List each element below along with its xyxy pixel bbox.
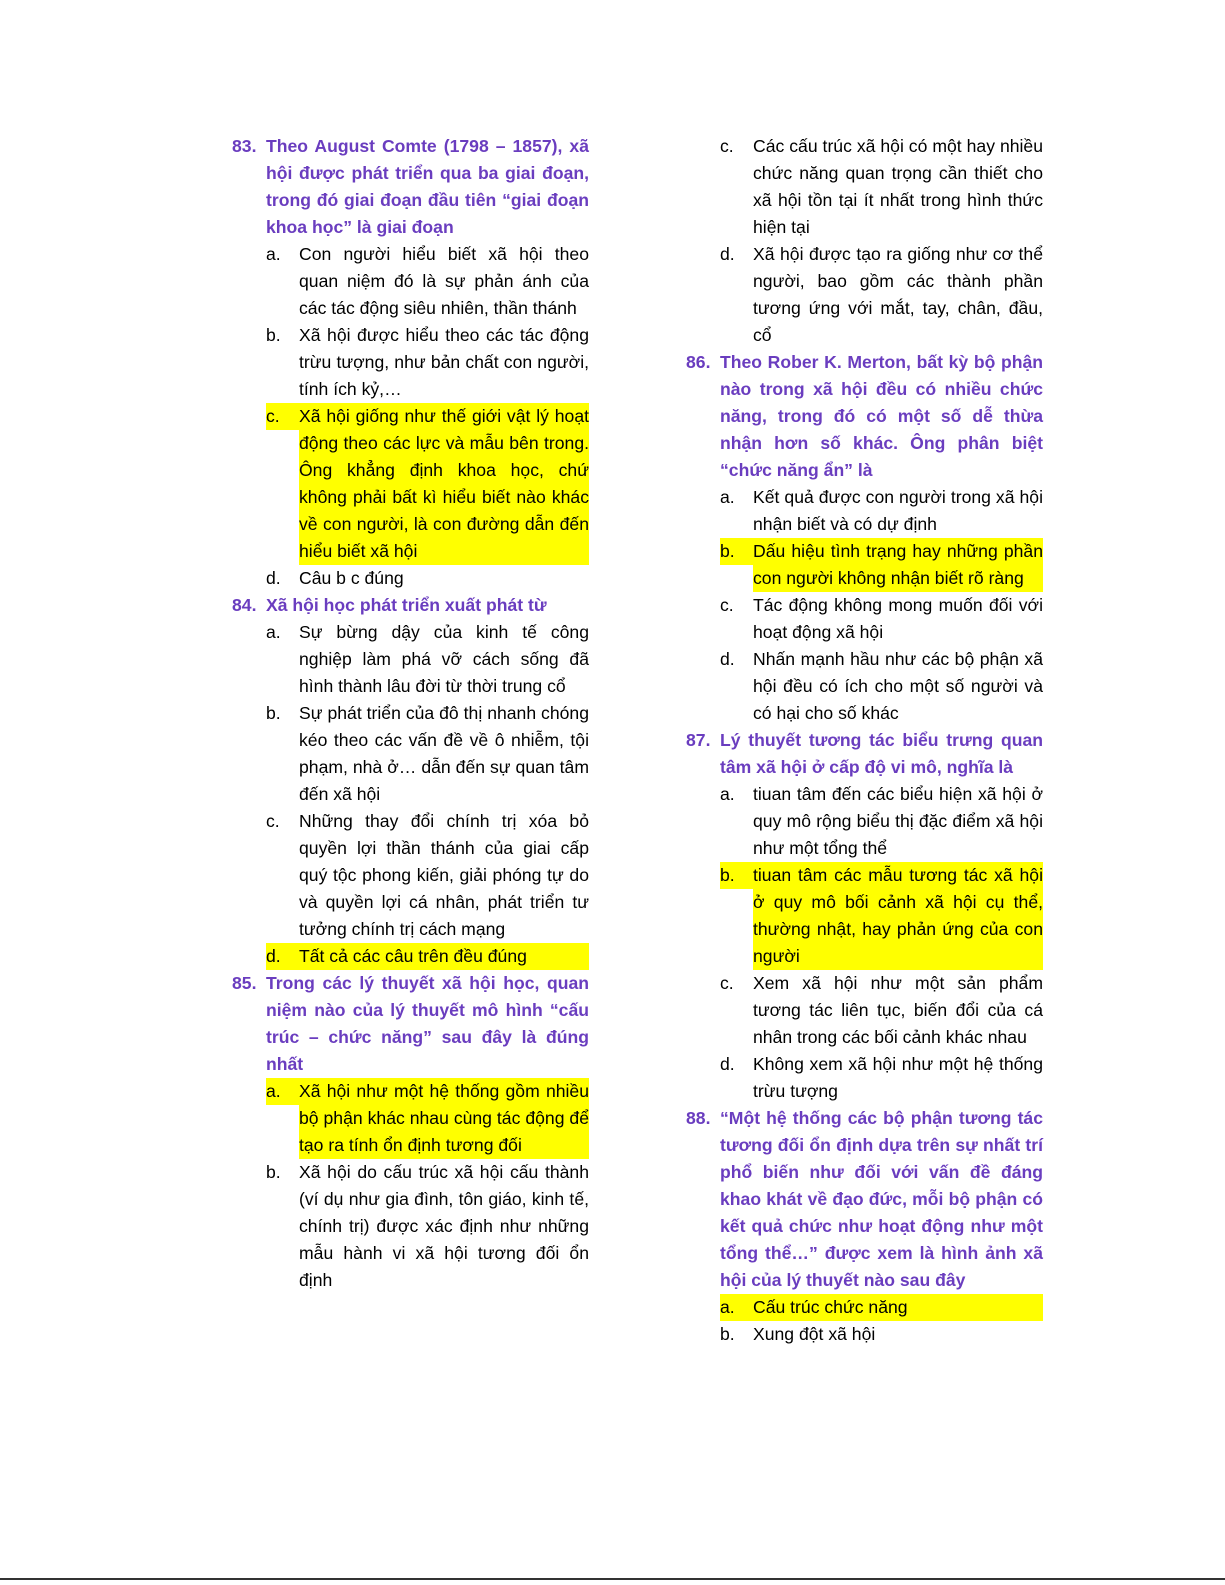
option-letter: d. xyxy=(720,244,735,264)
option-letter: a. xyxy=(720,487,735,507)
option-letter: d. xyxy=(720,1054,735,1074)
option-text: Sự phát triển của đô thị nhanh chóng kéo theo các vấn đề về ô nhiễm, tội phạm, nhà ở… dẫn đến sự quan tâm đến xã hội xyxy=(299,703,589,804)
option-87-a xyxy=(720,781,1043,862)
option-83-d xyxy=(266,565,589,592)
question-text: Theo Rober K. Merton, bất kỳ bộ phận nào trong xã hội đều có nhiều chức năng, trong đó có một số dễ thừa nhận hơn số khác. Ông phân biệt “chức năng ẩn” là xyxy=(720,352,1043,480)
option-text: Tất cả các câu trên đều đúng xyxy=(299,943,589,970)
option-text: Những thay đổi chính trị xóa bỏ quyền lợi thần thánh của giai cấp quý tộc phong kiến, giải phóng tự do và quyền lợi cá nhân, phát triển tư tưởng chính trị cách mạng xyxy=(299,811,589,939)
option-text: Xã hội được hiểu theo các tác động trừu tượng, như bản chất con người, tính ích kỷ,… xyxy=(299,325,589,399)
option-83-c-highlighted xyxy=(266,403,589,565)
option-83-a xyxy=(266,241,589,322)
question-87 xyxy=(686,727,1043,781)
option-84-c xyxy=(266,808,589,943)
option-86-a xyxy=(720,484,1043,538)
option-83-b xyxy=(266,322,589,403)
option-text: Con người hiểu biết xã hội theo quan niệm đó là sự phản ánh của các tác động siêu nhiên, thần thánh xyxy=(299,244,589,318)
page-bottom-divider xyxy=(0,1578,1225,1580)
option-letter: a. xyxy=(266,244,281,264)
question-number: 85. xyxy=(232,973,257,993)
option-letter: b. xyxy=(720,862,753,889)
option-letter: b. xyxy=(266,325,281,345)
option-87-c xyxy=(720,970,1043,1051)
left-column xyxy=(232,133,589,1294)
option-87-b-highlighted xyxy=(720,862,1043,970)
option-letter: b. xyxy=(266,703,281,723)
question-text: Lý thuyết tương tác biểu trưng quan tâm xã hội ở cấp độ vi mô, nghĩa là xyxy=(720,730,1043,777)
option-86-c xyxy=(720,592,1043,646)
option-85-a-highlighted xyxy=(266,1078,589,1159)
option-text: tiuan tâm đến các biểu hiện xã hội ở quy mô rộng biểu thị đặc điểm xã hội như một tổng thể xyxy=(753,784,1043,858)
question-number: 87. xyxy=(686,730,711,750)
question-text: Trong các lý thuyết xã hội học, quan niệm nào của lý thuyết mô hình “cấu trúc – chức năng” sau đây là đúng nhất xyxy=(266,973,589,1074)
option-letter: a. xyxy=(720,1294,753,1321)
question-86 xyxy=(686,349,1043,484)
question-text: Xã hội học phát triển xuất phát từ xyxy=(266,595,547,615)
option-text: Sự bừng dậy của kinh tế công nghiệp làm phá vỡ cách sống đã hình thành lâu đời từ thời trung cổ xyxy=(299,622,589,696)
question-84 xyxy=(232,592,589,619)
option-letter: b. xyxy=(720,538,753,565)
option-letter: a. xyxy=(266,622,281,642)
option-letter: d. xyxy=(266,568,281,588)
question-83 xyxy=(232,133,589,241)
option-85-b xyxy=(266,1159,589,1294)
option-text: Tác động không mong muốn đối với hoạt động xã hội xyxy=(753,595,1043,642)
question-85 xyxy=(232,970,589,1078)
option-87-d xyxy=(720,1051,1043,1105)
question-88 xyxy=(686,1105,1043,1294)
option-text: Câu b c đúng xyxy=(299,568,404,588)
option-letter: c. xyxy=(720,973,734,993)
option-letter: b. xyxy=(266,1162,281,1182)
option-letter: c. xyxy=(720,136,734,156)
option-letter: d. xyxy=(720,649,735,669)
option-text: Dấu hiệu tình trạng hay những phần con người không nhận biết rõ ràng xyxy=(753,538,1043,592)
option-text: tiuan tâm các mẫu tương tác xã hội ở quy mô bối cảnh xã hội cụ thể, thường nhật, hay phản ứng của con người xyxy=(753,862,1043,970)
option-letter: b. xyxy=(720,1324,735,1344)
option-letter: a. xyxy=(720,784,735,804)
option-text: Kết quả được con người trong xã hội nhận biết và có dự định xyxy=(753,487,1043,534)
question-number: 83. xyxy=(232,136,257,156)
option-88-b xyxy=(720,1321,1043,1348)
option-84-d-highlighted xyxy=(266,943,589,970)
option-86-b-highlighted xyxy=(720,538,1043,592)
option-85-c xyxy=(720,133,1043,241)
question-number: 84. xyxy=(232,595,257,615)
option-text: Các cấu trúc xã hội có một hay nhiều chức năng quan trọng cần thiết cho xã hội tồn tại ít nhất trong hình thức hiện tại xyxy=(753,136,1043,237)
question-text: Theo August Comte (1798 – 1857), xã hội được phát triển qua ba giai đoạn, trong đó giai đoạn đầu tiên “giai đoạn khoa học” là giai đoạn xyxy=(266,136,589,237)
option-text: Xã hội giống như thế giới vật lý hoạt động theo các lực và mẫu bên trong. Ông khẳng định khoa học, chứ không phải bất kì hiểu biết nào khác về con người, là con đường dẫn đến hiểu biết xã hội xyxy=(299,403,589,565)
option-letter: a. xyxy=(266,1078,299,1105)
option-text: Không xem xã hội như một hệ thống trừu tượng xyxy=(753,1054,1043,1101)
option-84-a xyxy=(266,619,589,700)
question-text: “Một hệ thống các bộ phận tương tác tương đối ổn định dựa trên sự nhất trí phổ biến như đối với vấn đề đáng khao khát về đạo đức, mỗi bộ phận có kết quả chức như hoạt động như một tổng thể…” được xem là hình ảnh xã hội của lý thuyết nào sau đây xyxy=(720,1108,1043,1290)
option-text: Xã hội do cấu trúc xã hội cấu thành (ví dụ như gia đình, tôn giáo, kinh tế, chính trị) được xác định như những mẫu hành vi xã hội tương đối ổn định xyxy=(299,1162,589,1290)
option-text: Cấu trúc chức năng xyxy=(753,1294,1043,1321)
option-letter: c. xyxy=(720,595,734,615)
question-number: 88. xyxy=(686,1108,711,1128)
option-88-a-highlighted xyxy=(720,1294,1043,1321)
option-text: Xem xã hội như một sản phẩm tương tác liên tục, biến đổi của cá nhân trong các bối cảnh khác nhau xyxy=(753,973,1043,1047)
option-84-b xyxy=(266,700,589,808)
option-text: Xã hội được tạo ra giống như cơ thể người, bao gồm các thành phần tương ứng với mắt, tay, chân, đầu, cổ xyxy=(753,244,1043,345)
option-85-d xyxy=(720,241,1043,349)
right-column xyxy=(686,133,1043,1348)
option-text: Xã hội như một hệ thống gồm nhiều bộ phận khác nhau cùng tác động để tạo ra tính ổn định tương đối xyxy=(299,1078,589,1159)
option-letter: c. xyxy=(266,811,280,831)
option-text: Nhấn mạnh hầu như các bộ phận xã hội đều có ích cho một số người và có hại cho số khác xyxy=(753,649,1043,723)
option-text: Xung đột xã hội xyxy=(753,1324,876,1344)
option-86-d xyxy=(720,646,1043,727)
question-number: 86. xyxy=(686,352,711,372)
option-letter: d. xyxy=(266,943,299,970)
option-letter: c. xyxy=(266,403,299,430)
